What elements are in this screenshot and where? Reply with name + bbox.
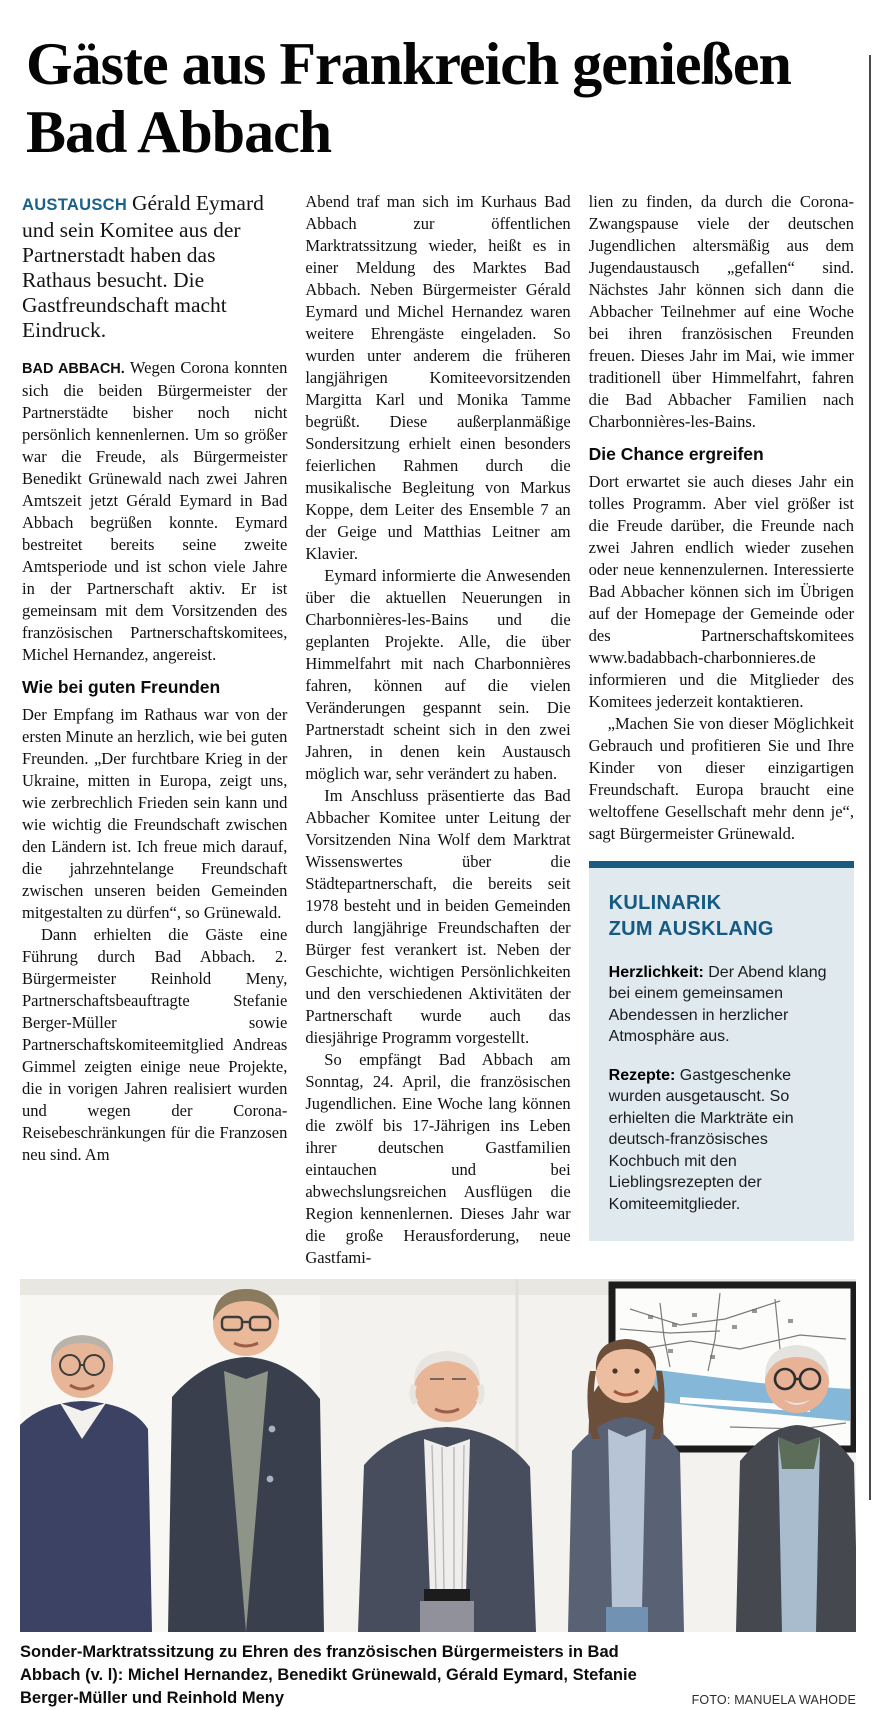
paragraph: Der Empfang im Rathaus war von der ersten Minute an herzlich, wie bei guten Freunden. „Der furchtbare Krieg in der Ukraine, mitten in Europa, zeigt uns, wie zerbrechlich Frieden sein kann und wie wichtig die Freundschaft zwischen den Ländern ist. Ich freue mich darauf, die jahrzehntelange Freundschaft zwischen unseren beiden Gemeinden mitgestalten zu dürfen“, so Grünewald. [22, 704, 288, 922]
infobox-item-text: Gastgeschenke wurden ausgetauscht. So erhielten die Markträte ein deutsch-französisches Kochbuch mit den Lieblingsrezepten der Komiteemitglieder. [608, 1066, 794, 1213]
paragraph [22, 357, 287, 666]
paragraph-text: Wegen Corona konnten sich die beiden Bürgermeister der Partnerstädte bisher noch nicht persönlich kennenlernen. Um so größer war die Freude, als Bürgermeister Benedikt Grünewald nach zwei Jahren Amtszeit jetzt Gérald Eymard in Bad Abbach begrüßen konnte. Eymard bestreitet bereits seine zweite Amtsperiode und ist schon viele Jahre in der Partnerschaft aktiv. Er ist gemeinsam mit dem Vorsitzenden des französischen Partnerschaftskomitees, Michel Hernandez, angereist. [22, 357, 288, 664]
paragraph: lien zu finden, da durch die Corona-Zwangspause viele der deutschen Jugendlichen altersmäßig aus dem Jugendaustausch „gefallen“ sind. Nächstes Jahr können sich dann die Abbacher Teilnehmer auf eine Woche bei ihren französischen Freunden freuen. Dieses Jahr im Mai, wie immer traditionell über Himmelfahrt, fahren die Bad Abbacher Familien nach Charbonnières-les-Bains. [588, 191, 854, 431]
page-edge-rule [869, 55, 871, 1500]
paragraph: Im Anschluss präsentierte das Bad Abbacher Komitee unter Leitung der Vorsitzenden Nina Wolf dem Marktrat Wissenswertes über die Städtepartnerschaft, die bereits seit 1978 besteht und in beiden Gemeinden durch langjährige Freundschaften der Bürger fest verankert ist. Neben der Geschichte, wichtigen Persönlichkeiten und den verschiedenen Aktivitäten der Partnerschaft wurde auch das diesjährige Programm vorgestellt. [305, 785, 571, 1047]
headline: Gäste aus Frankreich genießen Bad Abbach [26, 31, 791, 166]
infobox-item-label: Rezepte: [608, 1066, 676, 1084]
kicker-label: AUSTAUSCH [22, 195, 132, 214]
photo-caption: Sonder-Marktratssitzung zu Ehren des französischen Bürgermeisters in Bad Abbach (v. l): Michel Hernandez, Benedikt Grünewald, Gérald Eymard, Stefanie Berger-Müller und Reinhold Meny [20, 1642, 637, 1707]
infobox-item-label: Herzlichkeit: [608, 963, 704, 981]
infobox-item [609, 962, 834, 1048]
lead-text: Gérald Eymard und sein Komitee aus der Partnerstadt haben das Rathaus besucht. Die Gastfreundschaft macht Eindruck. [22, 190, 264, 342]
paragraph: „Machen Sie von dieser Möglichkeit Gebrauch und profitieren Sie und Ihre Kinder von dieser einzigartigen Freundschaft. Europa braucht eine weltoffene Gesellschaft mehr denn je“, sagt Bürgermeister Grünewald. [588, 713, 854, 843]
article-column-1 [22, 191, 287, 1166]
dateline: BAD ABBACH. [22, 360, 130, 377]
infobox-item-text: Der Abend klang bei einem gemeinsamen Abendessen in herzlicher Atmosphäre aus. [608, 963, 827, 1046]
infobox-title-line2: ZUM AUSKLANG [608, 917, 774, 940]
article-column-2 [305, 191, 570, 1269]
infobox-kulinarik [589, 861, 854, 1242]
infobox-title-line1: KULINARIK [608, 891, 722, 914]
article-figure [0, 1269, 876, 1710]
paragraph: Dort erwartet sie auch dieses Jahr ein tolles Programm. Aber viel größer ist die Freude darüber, die Freunde nach zwei Jahren endlich wieder zusehen oder neue kennenzulernen. Interessierte Bad Abbacher können sich im Übrigen auf der Homepage der Gemeinde oder des Partnerschaftskomitees www.badabbach-charbonnieres.de informieren und die Mitglieder des Komitees jederzeit kontaktieren. [588, 471, 854, 711]
infobox-title [609, 890, 834, 942]
photo-credit: FOTO: MANUELA WAHODE [691, 1693, 856, 1708]
article-column-3 [589, 191, 854, 1242]
caption-row [20, 1632, 856, 1710]
subhead-die-chance-ergreifen: Die Chance ergreifen [588, 443, 764, 464]
paragraph: Dann erhielten die Gäste eine Führung durch Bad Abbach. 2. Bürgermeister Reinhold Meny, Partnerschaftsbeauftragte Stefanie Berger-Müller sowie Partnerschaftskomiteemitglied Andreas Gimmel zeigten einige neue Projekte, die in vorigen Jahren realisiert wurden und wegen der Corona-Reisebeschränkungen für die Franzosen neu sind. Am [22, 924, 288, 1164]
subhead-wie-bei-guten-freunden: Wie bei guten Freunden [22, 676, 221, 697]
lead-paragraph [22, 191, 287, 343]
article-photo [20, 1279, 856, 1632]
paragraph: Abend traf man sich im Kurhaus Bad Abbach zur öffentlichen Marktratssitzung wieder, heißt es in einer Meldung des Marktes Bad Abbach. Neben Bürgermeister Gérald Eymard und Michel Hernandez waren weitere Ehrengäste eingeladen. So wurden unter anderem die früheren langjährigen Komiteevorsitzenden Margitta Karl und Monika Tamme begrüßt. Diese außerplanmäßige Sondersitzung erhielt einen besonders feierlichen Rahmen durch die musikalische Begleitung von Markus Koppe, dem Leiter des Ensemble 7 an der Geige und Matthias Leitner am Klavier. [305, 191, 571, 563]
infobox-item [609, 1065, 834, 1216]
paragraph: So empfängt Bad Abbach am Sonntag, 24. April, die französischen Jugendlichen. Eine Woche lang können die zwölf bis 17-Jährigen ins Leben ihrer deutschen Gastfamilien eintauchen und bei abwechslungsreichen Ausflügen die Region kennenlernen. Dieses Jahr war die große Herausforderung, neue Gastfami- [305, 1049, 571, 1267]
paragraph: Eymard informierte die Anwesenden über die aktuellen Neuerungen in Charbonnières-les-Bains und die geplanten Projekte. Alle, die über Himmelfahrt mit nach Charbonnières fahren, können auf die vielen Veränderungen gespannt sein. Die Partnerstadt scheint sich in den zwei Jahren, in denen kein Austausch möglich war, sehr verändert zu haben. [305, 565, 571, 783]
article-columns [0, 191, 876, 1269]
